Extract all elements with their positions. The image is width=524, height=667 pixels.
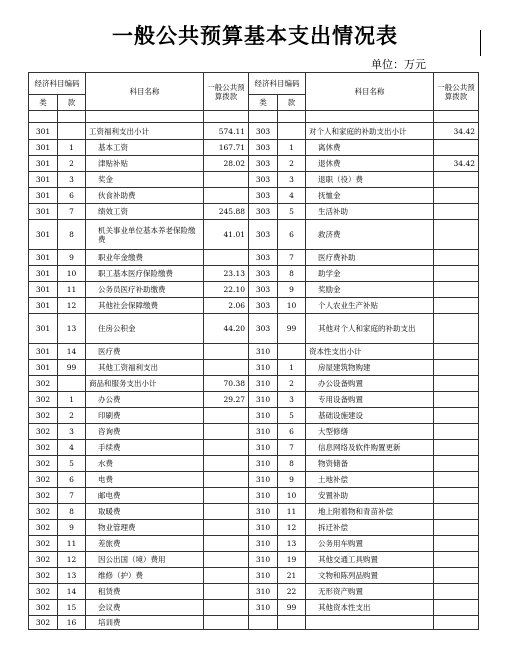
- item-name-cell-right: 资本性支出小计: [306, 344, 434, 360]
- kuan-code-cell-right: 10: [278, 488, 306, 504]
- lei-code-cell-right: 310: [249, 536, 278, 552]
- amount-cell-right: [434, 488, 479, 504]
- amount-cell: [204, 568, 249, 584]
- amount-cell-right: [434, 424, 479, 440]
- amount-cell: 574.11: [204, 123, 249, 140]
- lei-code-cell: 301: [29, 360, 58, 376]
- lei-code-cell: 302: [29, 408, 58, 424]
- table-row: [29, 282, 479, 298]
- lei-code-cell-right: 303: [249, 204, 278, 220]
- lei-code-cell-right: [249, 616, 278, 630]
- item-name-cell-right: 文物和陈列品购置: [306, 568, 434, 584]
- kuan-code-cell: 3: [58, 172, 86, 188]
- kuan-code-cell: 14: [58, 344, 86, 360]
- item-name-cell-right: 拆迁补偿: [306, 520, 434, 536]
- kuan-code-cell: 2: [58, 408, 86, 424]
- item-name-cell: 水费: [86, 456, 204, 472]
- lei-code-cell-right: 303: [249, 123, 278, 140]
- kuan-code-cell-right: 11: [278, 504, 306, 520]
- lei-code-cell: 301: [29, 172, 58, 188]
- lei-code-cell: 302: [29, 584, 58, 600]
- kuan-code-cell: 10: [58, 266, 86, 282]
- table-row: [29, 392, 479, 408]
- item-name-cell-right: 退休费: [306, 156, 434, 172]
- lei-code-cell-right: 303: [249, 156, 278, 172]
- kuan-code-cell-right: 8: [278, 266, 306, 282]
- item-name-cell: 机关事业单位基本养老保险缴费: [86, 220, 204, 250]
- amount-cell-right: [434, 584, 479, 600]
- item-name-cell: 绩效工资: [86, 204, 204, 220]
- item-name-cell: 维修（护）费: [86, 568, 204, 584]
- lei-code-cell: 302: [29, 568, 58, 584]
- lei-code-cell-right: 310: [249, 488, 278, 504]
- header-kuan-right: 款: [278, 95, 306, 111]
- amount-cell: [204, 456, 249, 472]
- kuan-code-cell-right: [278, 616, 306, 630]
- kuan-code-cell-right: 1: [278, 140, 306, 156]
- header-lei: 类: [29, 95, 58, 111]
- lei-code-cell: 301: [29, 250, 58, 266]
- kuan-code-cell-right: 21: [278, 568, 306, 584]
- amount-cell: [204, 552, 249, 568]
- kuan-code-cell: 16: [58, 616, 86, 630]
- amount-cell-right: [434, 616, 479, 630]
- table-row: [29, 552, 479, 568]
- page-title: 一般公共预算基本支出情况表: [112, 23, 398, 48]
- kuan-code-cell-right: 9: [278, 282, 306, 298]
- kuan-code-cell-right: 3: [278, 172, 306, 188]
- item-name-cell-right: 土地补偿: [306, 472, 434, 488]
- table-row: [29, 584, 479, 600]
- item-name-cell-right: 公务用车购置: [306, 536, 434, 552]
- kuan-code-cell-right: 99: [278, 600, 306, 616]
- kuan-code-cell: 14: [58, 584, 86, 600]
- unit-label: 单位：万元: [371, 58, 426, 71]
- item-name-cell-right: 离休费: [306, 140, 434, 156]
- lei-code-cell-right: 303: [249, 266, 278, 282]
- kuan-code-cell-right: 9: [278, 472, 306, 488]
- amount-cell-right: [434, 392, 479, 408]
- item-name-cell-right: 生活补助: [306, 204, 434, 220]
- kuan-code-cell-right: 13: [278, 536, 306, 552]
- table-row: [29, 250, 479, 266]
- amount-cell: 70.38: [204, 376, 249, 392]
- lei-code-cell: 301: [29, 188, 58, 204]
- table-row: [29, 424, 479, 440]
- item-name-cell: 邮电费: [86, 488, 204, 504]
- amount-cell-right: [434, 472, 479, 488]
- table-header: [29, 73, 479, 123]
- amount-cell: [204, 472, 249, 488]
- amount-cell: [204, 536, 249, 552]
- item-name-cell: 公务员医疗补助缴费: [86, 282, 204, 298]
- kuan-code-cell: 13: [58, 568, 86, 584]
- kuan-code-cell: 8: [58, 504, 86, 520]
- amount-cell-right: [434, 360, 479, 376]
- item-name-cell: 其他工资福利支出: [86, 360, 204, 376]
- kuan-code-cell-right: 19: [278, 552, 306, 568]
- table-row: [29, 156, 479, 172]
- table-row: [29, 600, 479, 616]
- item-name-cell: 差旅费: [86, 536, 204, 552]
- table-row: [29, 536, 479, 552]
- table-row: [29, 220, 479, 250]
- header-item-name: 科目名称: [86, 73, 204, 111]
- table-row: [29, 140, 479, 156]
- item-name-cell: 基本工资: [86, 140, 204, 156]
- amount-cell: [204, 344, 249, 360]
- kuan-code-cell: 6: [58, 472, 86, 488]
- item-name-cell-right: 退职（役）费: [306, 172, 434, 188]
- lei-code-cell-right: 310: [249, 392, 278, 408]
- item-name-cell-right: 个人农业生产补贴: [306, 298, 434, 314]
- lei-code-cell-right: 310: [249, 376, 278, 392]
- table-row: [29, 344, 479, 360]
- header-amount: 一般公共预算拨款: [204, 73, 249, 111]
- item-name-cell-right: 助学金: [306, 266, 434, 282]
- amount-cell-right: [434, 504, 479, 520]
- table-row: [29, 314, 479, 344]
- item-name-cell: 取暖费: [86, 504, 204, 520]
- lei-code-cell-right: 310: [249, 456, 278, 472]
- amount-cell-right: [434, 408, 479, 424]
- table-row: [29, 488, 479, 504]
- amount-cell-right: [434, 536, 479, 552]
- lei-code-cell: 302: [29, 520, 58, 536]
- kuan-code-cell: 7: [58, 488, 86, 504]
- amount-cell-right: [434, 568, 479, 584]
- amount-cell-right: [434, 600, 479, 616]
- amount-cell-right: [434, 266, 479, 282]
- kuan-code-cell: 2: [58, 156, 86, 172]
- amount-cell: [204, 440, 249, 456]
- item-name-cell-right: 无形资产购置: [306, 584, 434, 600]
- amount-cell: 41.01: [204, 220, 249, 250]
- amount-cell-right: [434, 440, 479, 456]
- lei-code-cell: 302: [29, 552, 58, 568]
- kuan-code-cell-right: [278, 344, 306, 360]
- item-name-cell-right: 其他交通工具购置: [306, 552, 434, 568]
- amount-cell: [204, 616, 249, 630]
- lei-code-cell-right: 310: [249, 424, 278, 440]
- lei-code-cell-right: 303: [249, 188, 278, 204]
- item-name-cell: 工资福利支出小计: [86, 123, 204, 140]
- table-row: [29, 520, 479, 536]
- kuan-code-cell-right: 12: [278, 520, 306, 536]
- table-row: [29, 568, 479, 584]
- kuan-code-cell-right: 22: [278, 584, 306, 600]
- table-row: [29, 440, 479, 456]
- amount-cell-right: [434, 298, 479, 314]
- table-row: [29, 376, 479, 392]
- kuan-code-cell-right: 5: [278, 408, 306, 424]
- table-row: [29, 123, 479, 140]
- kuan-code-cell-right: [278, 123, 306, 140]
- amount-cell-right: [434, 376, 479, 392]
- kuan-code-cell: 5: [58, 456, 86, 472]
- amount-cell: 245.88: [204, 204, 249, 220]
- lei-code-cell-right: 310: [249, 520, 278, 536]
- amount-cell-right: 34.42: [434, 123, 479, 140]
- table-row: [29, 408, 479, 424]
- lei-code-cell-right: 310: [249, 584, 278, 600]
- item-name-cell-right: 基础设施建设: [306, 408, 434, 424]
- amount-cell-right: [434, 172, 479, 188]
- kuan-code-cell-right: 3: [278, 392, 306, 408]
- kuan-code-cell-right: 5: [278, 204, 306, 220]
- header-amount-right: 一般公共预算拨款: [434, 73, 479, 111]
- kuan-code-cell: 11: [58, 536, 86, 552]
- lei-code-cell-right: 310: [249, 568, 278, 584]
- kuan-code-cell: 4: [58, 440, 86, 456]
- kuan-code-cell: 7: [58, 204, 86, 220]
- kuan-code-cell: 9: [58, 520, 86, 536]
- kuan-code-cell-right: 2: [278, 376, 306, 392]
- item-name-cell: 物业管理费: [86, 520, 204, 536]
- item-name-cell-right: 信息网络及软件购置更新: [306, 440, 434, 456]
- item-name-cell: 伙食补助费: [86, 188, 204, 204]
- amount-cell: 29.27: [204, 392, 249, 408]
- table-row: [29, 616, 479, 630]
- amount-cell-right: [434, 204, 479, 220]
- item-name-cell: 奖金: [86, 172, 204, 188]
- amount-cell-right: [434, 520, 479, 536]
- lei-code-cell: 301: [29, 344, 58, 360]
- lei-code-cell: 302: [29, 616, 58, 630]
- kuan-code-cell-right: 1: [278, 360, 306, 376]
- lei-code-cell: 302: [29, 536, 58, 552]
- amount-cell: [204, 250, 249, 266]
- item-name-cell: 职工基本医疗保险缴费: [86, 266, 204, 282]
- kuan-code-cell: 13: [58, 314, 86, 344]
- kuan-code-cell-right: 99: [278, 314, 306, 344]
- amount-cell: 23.13: [204, 266, 249, 282]
- amount-cell: [204, 584, 249, 600]
- item-name-cell: 租赁费: [86, 584, 204, 600]
- lei-code-cell: 301: [29, 220, 58, 250]
- lei-code-cell: 302: [29, 376, 58, 392]
- amount-cell: 44.20: [204, 314, 249, 344]
- kuan-code-cell-right: 10: [278, 298, 306, 314]
- lei-code-cell: 302: [29, 600, 58, 616]
- amount-cell: 28.02: [204, 156, 249, 172]
- item-name-cell: 因公出国（境）费用: [86, 552, 204, 568]
- amount-cell: [204, 504, 249, 520]
- header-kuan: 款: [58, 95, 86, 111]
- lei-code-cell-right: 310: [249, 440, 278, 456]
- kuan-code-cell: 3: [58, 424, 86, 440]
- lei-code-cell-right: 303: [249, 172, 278, 188]
- lei-code-cell: 302: [29, 504, 58, 520]
- lei-code-cell: 302: [29, 424, 58, 440]
- item-name-cell-right: 物资储备: [306, 456, 434, 472]
- header-lei-right: 类: [249, 95, 278, 111]
- kuan-code-cell: 1: [58, 392, 86, 408]
- lei-code-cell-right: 303: [249, 250, 278, 266]
- lei-code-cell-right: 310: [249, 344, 278, 360]
- item-name-cell: 商品和服务支出小计: [86, 376, 204, 392]
- lei-code-cell: 302: [29, 488, 58, 504]
- amount-cell: 2.06: [204, 298, 249, 314]
- lei-code-cell: 301: [29, 204, 58, 220]
- header-econ-code-right: 经济科目编码: [249, 73, 306, 95]
- lei-code-cell: 301: [29, 298, 58, 314]
- table-body: [29, 123, 479, 630]
- kuan-code-cell: 99: [58, 360, 86, 376]
- item-name-cell: 职业年金缴费: [86, 250, 204, 266]
- lei-code-cell-right: 310: [249, 408, 278, 424]
- amount-cell: [204, 424, 249, 440]
- amount-cell-right: [434, 456, 479, 472]
- page-edge-line: [480, 30, 481, 56]
- lei-code-cell-right: 303: [249, 220, 278, 250]
- header-item-name-right: 科目名称: [306, 73, 434, 111]
- kuan-code-cell: 9: [58, 250, 86, 266]
- amount-cell: [204, 188, 249, 204]
- lei-code-cell: 301: [29, 156, 58, 172]
- kuan-code-cell: 6: [58, 188, 86, 204]
- lei-code-cell: 302: [29, 440, 58, 456]
- lei-code-cell-right: 303: [249, 282, 278, 298]
- amount-cell-right: [434, 250, 479, 266]
- kuan-code-cell: [58, 123, 86, 140]
- item-name-cell-right: 救济费: [306, 220, 434, 250]
- lei-code-cell-right: 310: [249, 600, 278, 616]
- kuan-code-cell: 12: [58, 552, 86, 568]
- amount-cell: 167.71: [204, 140, 249, 156]
- kuan-code-cell-right: 7: [278, 440, 306, 456]
- amount-cell: [204, 488, 249, 504]
- item-name-cell-right: 抚恤金: [306, 188, 434, 204]
- kuan-code-cell: [58, 376, 86, 392]
- lei-code-cell: 301: [29, 266, 58, 282]
- item-name-cell-right: 地上附着物和青苗补偿: [306, 504, 434, 520]
- item-name-cell: 培训费: [86, 616, 204, 630]
- table-row: [29, 472, 479, 488]
- item-name-cell: 会议费: [86, 600, 204, 616]
- table-row: [29, 188, 479, 204]
- table-row: [29, 360, 479, 376]
- lei-code-cell: 302: [29, 472, 58, 488]
- kuan-code-cell-right: 6: [278, 424, 306, 440]
- amount-cell-right: 34.42: [434, 156, 479, 172]
- kuan-code-cell-right: 7: [278, 250, 306, 266]
- kuan-code-cell: 15: [58, 600, 86, 616]
- item-name-cell-right: 专用设备购置: [306, 392, 434, 408]
- amount-cell-right: [434, 552, 479, 568]
- kuan-code-cell-right: 6: [278, 220, 306, 250]
- lei-code-cell: 301: [29, 140, 58, 156]
- kuan-code-cell: 11: [58, 282, 86, 298]
- lei-code-cell-right: 310: [249, 552, 278, 568]
- item-name-cell-right: 其他资本性支出: [306, 600, 434, 616]
- table-row: [29, 504, 479, 520]
- kuan-code-cell: 8: [58, 220, 86, 250]
- item-name-cell-right: 安置补助: [306, 488, 434, 504]
- item-name-cell: 电费: [86, 472, 204, 488]
- amount-cell-right: [434, 220, 479, 250]
- kuan-code-cell-right: 2: [278, 156, 306, 172]
- item-name-cell-right: 房屋建筑物购建: [306, 360, 434, 376]
- table-row: [29, 204, 479, 220]
- amount-cell-right: [434, 140, 479, 156]
- lei-code-cell-right: 303: [249, 314, 278, 344]
- item-name-cell-right: [306, 616, 434, 630]
- item-name-cell: 印刷费: [86, 408, 204, 424]
- lei-code-cell-right: 310: [249, 504, 278, 520]
- item-name-cell: 医疗费: [86, 344, 204, 360]
- kuan-code-cell: 12: [58, 298, 86, 314]
- amount-cell: [204, 408, 249, 424]
- spacer-row: [29, 111, 479, 123]
- item-name-cell-right: 办公设备购置: [306, 376, 434, 392]
- amount-cell-right: [434, 188, 479, 204]
- lei-code-cell: 302: [29, 392, 58, 408]
- table-row: [29, 298, 479, 314]
- amount-cell: [204, 360, 249, 376]
- kuan-code-cell-right: 4: [278, 188, 306, 204]
- lei-code-cell: 301: [29, 282, 58, 298]
- item-name-cell: 咨询费: [86, 424, 204, 440]
- item-name-cell-right: 奖励金: [306, 282, 434, 298]
- amount-cell: [204, 172, 249, 188]
- table-row: [29, 266, 479, 282]
- budget-table: [28, 72, 479, 630]
- item-name-cell-right: 其他对个人和家庭的补助支出: [306, 314, 434, 344]
- item-name-cell: 其他社会保障缴费: [86, 298, 204, 314]
- lei-code-cell: 302: [29, 456, 58, 472]
- item-name-cell: 住房公积金: [86, 314, 204, 344]
- lei-code-cell: 301: [29, 314, 58, 344]
- table-row: [29, 172, 479, 188]
- item-name-cell: 津贴补贴: [86, 156, 204, 172]
- lei-code-cell: 301: [29, 123, 58, 140]
- item-name-cell-right: 医疗费补助: [306, 250, 434, 266]
- table-row: [29, 456, 479, 472]
- item-name-cell: 办公费: [86, 392, 204, 408]
- amount-cell: [204, 600, 249, 616]
- amount-cell-right: [434, 314, 479, 344]
- amount-cell: 22.10: [204, 282, 249, 298]
- lei-code-cell-right: 303: [249, 140, 278, 156]
- amount-cell-right: [434, 282, 479, 298]
- kuan-code-cell-right: 8: [278, 456, 306, 472]
- lei-code-cell-right: 303: [249, 298, 278, 314]
- amount-cell: [204, 520, 249, 536]
- item-name-cell-right: 大型修缮: [306, 424, 434, 440]
- lei-code-cell-right: 310: [249, 472, 278, 488]
- amount-cell-right: [434, 344, 479, 360]
- item-name-cell: 手续费: [86, 440, 204, 456]
- kuan-code-cell: 1: [58, 140, 86, 156]
- header-econ-code: 经济科目编码: [29, 73, 86, 95]
- item-name-cell-right: 对个人和家庭的补助支出小计: [306, 123, 434, 140]
- lei-code-cell-right: 310: [249, 360, 278, 376]
